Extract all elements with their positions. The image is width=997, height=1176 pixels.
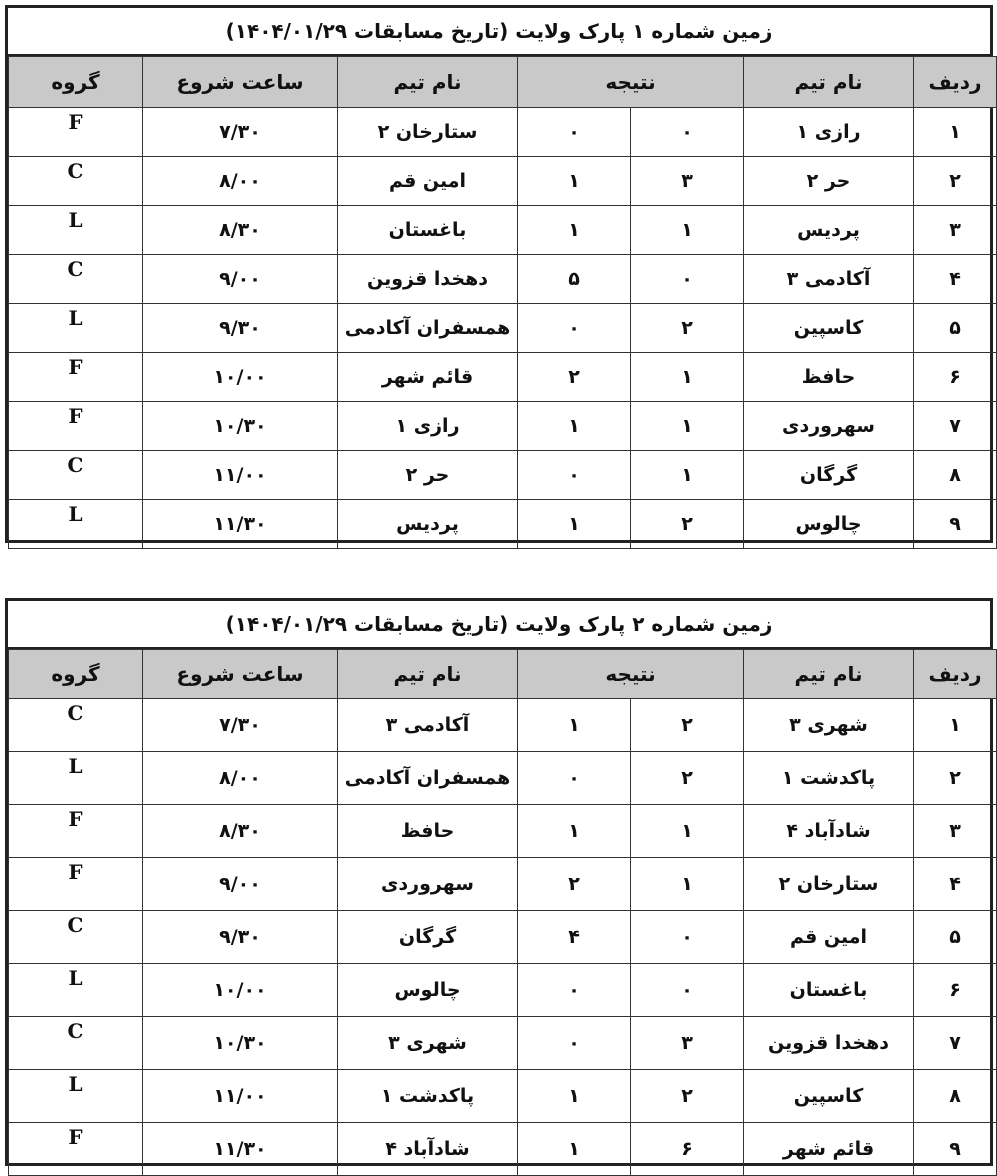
start-time: ۸/۰۰ xyxy=(143,752,338,805)
opponent-name: گرگان xyxy=(338,911,518,964)
opponent-name: پاکدشت ۱ xyxy=(338,1070,518,1123)
opponent-score: ۲ xyxy=(518,353,631,402)
start-time: ۸/۳۰ xyxy=(143,805,338,858)
opponent-score: ۱ xyxy=(518,805,631,858)
opponent-score: ۱ xyxy=(518,1123,631,1176)
team-score: ۰ xyxy=(631,108,744,157)
team-score: ۲ xyxy=(631,304,744,353)
start-time: ۱۰/۳۰ xyxy=(143,402,338,451)
group-code: F xyxy=(9,353,143,402)
start-time: ۱۱/۳۰ xyxy=(143,1123,338,1176)
opponent-name: همسفران آکادمی xyxy=(338,304,518,353)
team-name: امین قم xyxy=(744,911,914,964)
group-code: C xyxy=(9,451,143,500)
team-name: چالوس xyxy=(744,500,914,549)
group-code: F xyxy=(9,108,143,157)
start-time: ۹/۳۰ xyxy=(143,304,338,353)
table-row xyxy=(9,304,997,353)
team-score: ۲ xyxy=(631,500,744,549)
team-score: ۳ xyxy=(631,1017,744,1070)
team-score: ۱ xyxy=(631,805,744,858)
opponent-name: دهخدا قزوین xyxy=(338,255,518,304)
row-index: ۳ xyxy=(914,805,997,858)
opponent-score: ۰ xyxy=(518,451,631,500)
team-name: حافظ xyxy=(744,353,914,402)
row-index: ۸ xyxy=(914,1070,997,1123)
opponent-score: ۰ xyxy=(518,1017,631,1070)
table-row xyxy=(9,451,997,500)
header-row xyxy=(9,57,997,108)
group-code: L xyxy=(9,1070,143,1123)
header-opponent: نام تیم xyxy=(338,650,518,699)
row-index: ۸ xyxy=(914,451,997,500)
team-score: ۱ xyxy=(631,402,744,451)
opponent-name: حافظ xyxy=(338,805,518,858)
opponent-score: ۱ xyxy=(518,206,631,255)
header-team: نام تیم xyxy=(744,650,914,699)
table-row xyxy=(9,1123,997,1176)
table-row xyxy=(9,752,997,805)
header-group: گروه xyxy=(9,650,143,699)
opponent-name: آکادمی ۳ xyxy=(338,699,518,752)
opponent-name: رازی ۱ xyxy=(338,402,518,451)
table-row xyxy=(9,353,997,402)
team-score: ۰ xyxy=(631,911,744,964)
table-row xyxy=(9,206,997,255)
start-time: ۷/۳۰ xyxy=(143,699,338,752)
table-row xyxy=(9,1070,997,1123)
start-time: ۱۱/۰۰ xyxy=(143,1070,338,1123)
group-code: F xyxy=(9,402,143,451)
opponent-name: همسفران آکادمی xyxy=(338,752,518,805)
header-team: نام تیم xyxy=(744,57,914,108)
header-opponent: نام تیم xyxy=(338,57,518,108)
row-index: ۶ xyxy=(914,353,997,402)
team-score: ۱ xyxy=(631,451,744,500)
table-row xyxy=(9,500,997,549)
header-start-time: ساعت شروع xyxy=(143,57,338,108)
opponent-name: حر ۲ xyxy=(338,451,518,500)
row-index: ۶ xyxy=(914,964,997,1017)
team-name: سهروردی xyxy=(744,402,914,451)
opponent-name: شهری ۳ xyxy=(338,1017,518,1070)
team-name: پردیس xyxy=(744,206,914,255)
opponent-score: ۴ xyxy=(518,911,631,964)
table-row xyxy=(9,858,997,911)
opponent-score: ۱ xyxy=(518,157,631,206)
team-name: آکادمی ۳ xyxy=(744,255,914,304)
opponent-score: ۱ xyxy=(518,402,631,451)
table-row xyxy=(9,964,997,1017)
table-row xyxy=(9,402,997,451)
team-score: ۲ xyxy=(631,699,744,752)
team-name: کاسپین xyxy=(744,304,914,353)
team-score: ۱ xyxy=(631,206,744,255)
start-time: ۹/۰۰ xyxy=(143,255,338,304)
row-index: ۴ xyxy=(914,858,997,911)
team-score: ۲ xyxy=(631,752,744,805)
header-result: نتیجه xyxy=(518,57,744,108)
start-time: ۱۱/۰۰ xyxy=(143,451,338,500)
row-index: ۲ xyxy=(914,752,997,805)
row-index: ۵ xyxy=(914,911,997,964)
start-time: ۱۰/۰۰ xyxy=(143,353,338,402)
group-code: L xyxy=(9,500,143,549)
group-code: L xyxy=(9,206,143,255)
row-index: ۱ xyxy=(914,699,997,752)
schedule-grid xyxy=(8,649,997,1176)
team-name: قائم شهر xyxy=(744,1123,914,1176)
group-code: L xyxy=(9,964,143,1017)
start-time: ۸/۰۰ xyxy=(143,157,338,206)
opponent-score: ۰ xyxy=(518,108,631,157)
field-2-schedule-table xyxy=(5,598,993,1166)
team-name: حر ۲ xyxy=(744,157,914,206)
opponent-score: ۱ xyxy=(518,500,631,549)
start-time: ۹/۳۰ xyxy=(143,911,338,964)
team-name: رازی ۱ xyxy=(744,108,914,157)
row-index: ۴ xyxy=(914,255,997,304)
team-name: پاکدشت ۱ xyxy=(744,752,914,805)
team-name: گرگان xyxy=(744,451,914,500)
table-title: زمین شماره ۱ پارک ولایت (تاریخ مسابقات ۱۴۰۴/۰۱/۲۹) xyxy=(8,8,990,56)
opponent-name: ستارخان ۲ xyxy=(338,108,518,157)
table-row xyxy=(9,805,997,858)
opponent-score: ۲ xyxy=(518,858,631,911)
group-code: C xyxy=(9,255,143,304)
opponent-name: چالوس xyxy=(338,964,518,1017)
row-index: ۲ xyxy=(914,157,997,206)
start-time: ۱۱/۳۰ xyxy=(143,500,338,549)
group-code: C xyxy=(9,1017,143,1070)
table-row xyxy=(9,699,997,752)
team-score: ۲ xyxy=(631,1070,744,1123)
row-index: ۱ xyxy=(914,108,997,157)
row-index: ۹ xyxy=(914,500,997,549)
team-score: ۳ xyxy=(631,157,744,206)
team-score: ۱ xyxy=(631,858,744,911)
group-code: F xyxy=(9,805,143,858)
row-index: ۹ xyxy=(914,1123,997,1176)
header-start-time: ساعت شروع xyxy=(143,650,338,699)
row-index: ۵ xyxy=(914,304,997,353)
team-score: ۰ xyxy=(631,964,744,1017)
opponent-score: ۱ xyxy=(518,699,631,752)
row-index: ۷ xyxy=(914,1017,997,1070)
start-time: ۷/۳۰ xyxy=(143,108,338,157)
group-code: L xyxy=(9,752,143,805)
header-index: ردیف xyxy=(914,57,997,108)
field-1-schedule-table xyxy=(5,5,993,543)
team-score: ۶ xyxy=(631,1123,744,1176)
opponent-score: ۰ xyxy=(518,304,631,353)
table-row xyxy=(9,255,997,304)
group-code: C xyxy=(9,157,143,206)
opponent-name: سهروردی xyxy=(338,858,518,911)
team-name: باغستان xyxy=(744,964,914,1017)
team-name: ستارخان ۲ xyxy=(744,858,914,911)
group-code: L xyxy=(9,304,143,353)
group-code: C xyxy=(9,911,143,964)
start-time: ۹/۰۰ xyxy=(143,858,338,911)
start-time: ۱۰/۰۰ xyxy=(143,964,338,1017)
opponent-score: ۵ xyxy=(518,255,631,304)
opponent-score: ۱ xyxy=(518,1070,631,1123)
header-index: ردیف xyxy=(914,650,997,699)
group-code: F xyxy=(9,1123,143,1176)
opponent-name: شادآباد ۴ xyxy=(338,1123,518,1176)
opponent-name: امین قم xyxy=(338,157,518,206)
team-name: شهری ۳ xyxy=(744,699,914,752)
team-score: ۰ xyxy=(631,255,744,304)
team-score: ۱ xyxy=(631,353,744,402)
opponent-name: باغستان xyxy=(338,206,518,255)
team-name: شادآباد ۴ xyxy=(744,805,914,858)
team-name: دهخدا قزوین xyxy=(744,1017,914,1070)
start-time: ۱۰/۳۰ xyxy=(143,1017,338,1070)
opponent-score: ۰ xyxy=(518,752,631,805)
opponent-score: ۰ xyxy=(518,964,631,1017)
table-row xyxy=(9,157,997,206)
opponent-name: پردیس xyxy=(338,500,518,549)
table-row xyxy=(9,911,997,964)
row-index: ۳ xyxy=(914,206,997,255)
group-code: C xyxy=(9,699,143,752)
header-result: نتیجه xyxy=(518,650,744,699)
opponent-name: قائم شهر xyxy=(338,353,518,402)
group-code: F xyxy=(9,858,143,911)
table-row xyxy=(9,1017,997,1070)
table-title: زمین شماره ۲ پارک ولایت (تاریخ مسابقات ۱۴۰۴/۰۱/۲۹) xyxy=(8,601,990,649)
header-group: گروه xyxy=(9,57,143,108)
table-row xyxy=(9,108,997,157)
schedule-grid xyxy=(8,56,997,549)
start-time: ۸/۳۰ xyxy=(143,206,338,255)
row-index: ۷ xyxy=(914,402,997,451)
team-name: کاسپین xyxy=(744,1070,914,1123)
header-row xyxy=(9,650,997,699)
